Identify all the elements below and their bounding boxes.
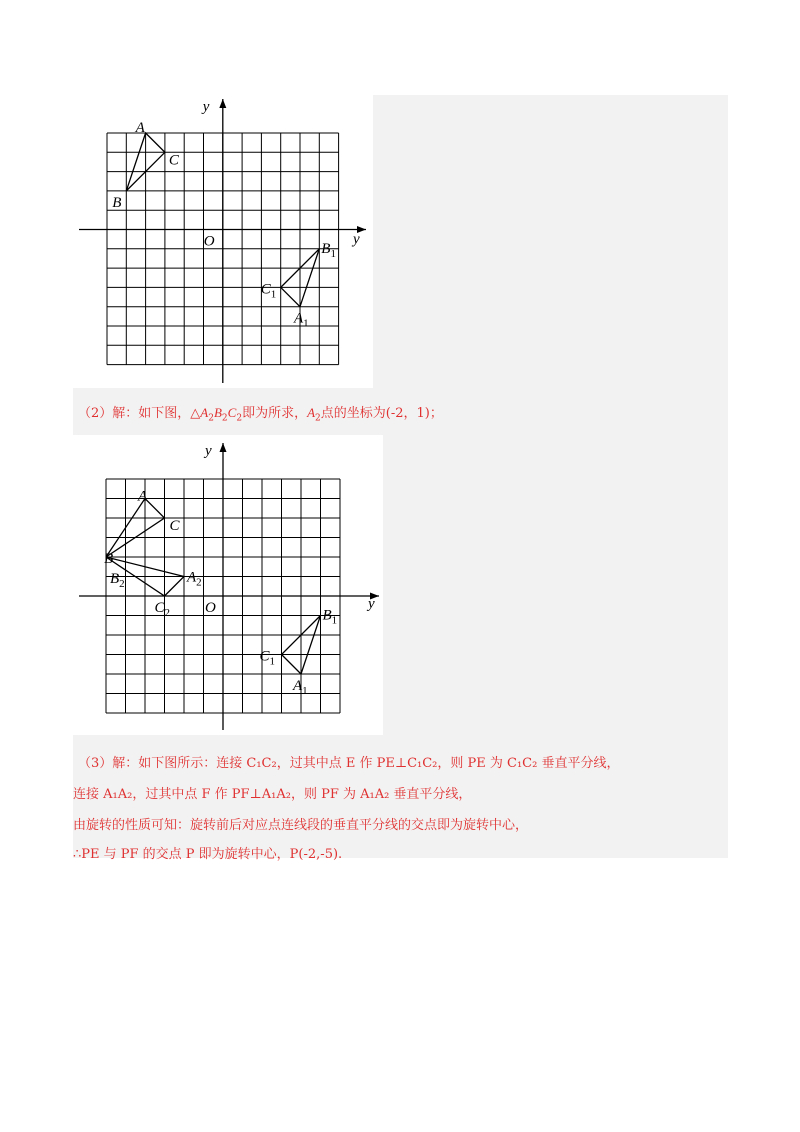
y-axis-arrow [219, 99, 226, 108]
figure-1 [73, 95, 373, 388]
y-axis-label: y [205, 443, 212, 459]
point-label-b1: $B_1$ [322, 607, 338, 627]
part2-point: A [307, 405, 316, 420]
point-label-c1: $C_1$ [259, 648, 276, 668]
part3-line-2: 连接 A₁A₂，过其中点 F 作 PF⊥A₁A₂，则 PF 为 A₁A₂ 垂直平分线， [73, 787, 472, 802]
origin-label: O [205, 600, 216, 616]
point-label-b: B [104, 551, 114, 567]
part3-line-3: 由旋转的性质可知：旋转前后对应点连线段的垂直平分线的交点即为旋转中心， [73, 818, 529, 833]
point-label-a1: $A_1$ [294, 310, 309, 330]
part2-tri-c-sub: 2 [236, 413, 243, 424]
point-label-c2: $C_2$ [154, 600, 171, 619]
point-label-b2: $B_2$ [110, 571, 125, 590]
part3-line-4: ∴PE 与 PF 的交点 P 即为旋转中心，P(-2,-5). [73, 847, 343, 862]
point-label-b1: $B_1$ [321, 240, 336, 260]
point-label-a: A [135, 120, 145, 136]
x-axis-label: y [368, 596, 375, 612]
point-label-a: A [138, 488, 148, 505]
part2-prefix: （2）解：如下图，△ [78, 406, 201, 421]
part2-tri-b: B [213, 405, 222, 420]
part2-answer-line [78, 402, 443, 424]
y-axis-label: y [202, 99, 210, 115]
part2-tri-b-sub: 2 [221, 413, 228, 424]
part3-line-1: （3）解：如下图所示：连接 C₁C₂，过其中点 E 作 PE⊥C₁C₂，则 PE 为 C₁C₂ 垂直平分线， [78, 756, 620, 771]
triangle-abc [106, 499, 165, 558]
figure-2 [73, 435, 383, 735]
figure-1-svg [73, 95, 373, 388]
point-label-c: C [168, 152, 179, 169]
point-label-c1: $C_1$ [260, 281, 277, 301]
figure-2-svg [73, 435, 383, 735]
x-axis-label: y [353, 231, 360, 248]
part2-tri-c: C [227, 405, 237, 420]
part2-mid: 即为所求， [242, 406, 308, 421]
part2-tri-a-sub: 2 [208, 413, 214, 424]
point-label-a1: $A_1$ [293, 678, 308, 697]
part2-point-sub: 2 [315, 413, 321, 424]
part2-tri-a: A [200, 405, 209, 420]
part2-suffix: 点的坐标为(-2，1)； [320, 406, 443, 421]
origin-label: O [203, 233, 215, 250]
point-label-c: C [169, 518, 180, 534]
point-label-a2: $A_2$ [187, 569, 202, 589]
point-label-b: B [112, 194, 122, 211]
y-axis-arrow [220, 443, 227, 452]
